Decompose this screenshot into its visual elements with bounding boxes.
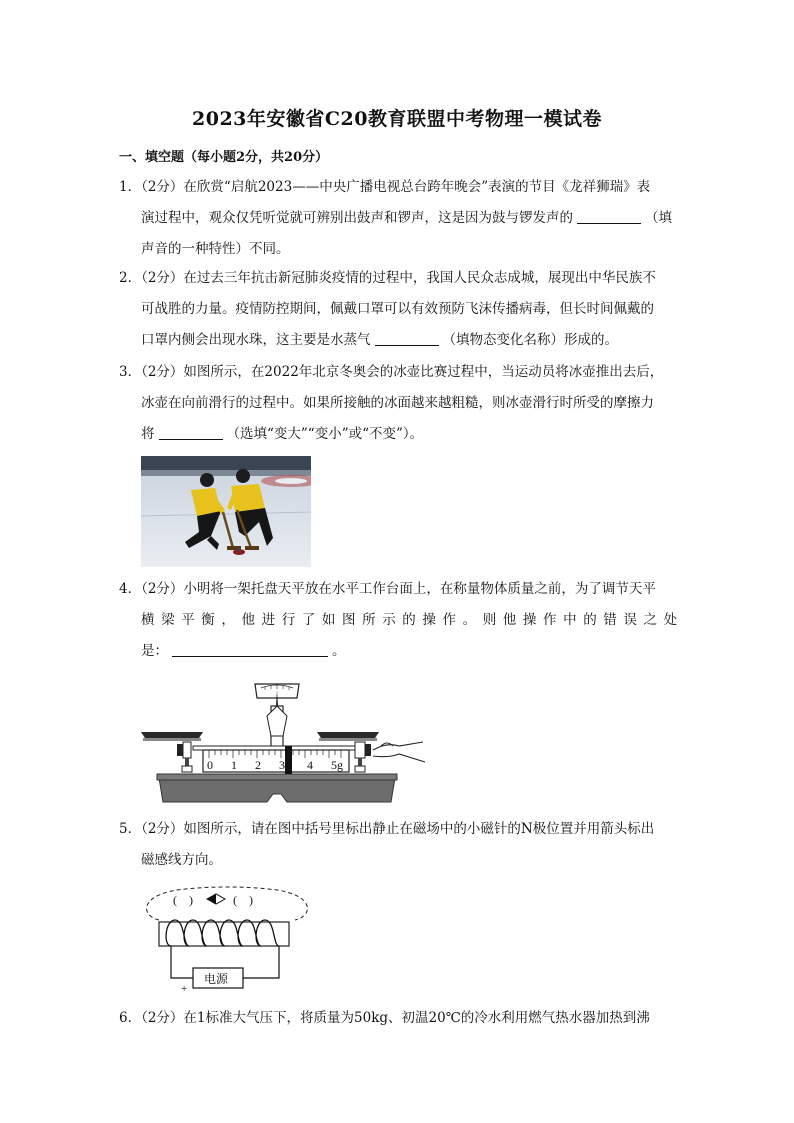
question-number: 4．: [119, 581, 142, 597]
question-1: [119, 172, 674, 265]
answer-blank[interactable]: [375, 331, 439, 346]
solenoid-core: [159, 922, 289, 946]
question-2: [119, 263, 674, 356]
question-text: （2分）如图所示，在2022年北京冬奥会的冰壶比赛过程中，当运动员将冰壶推出去后，: [141, 364, 664, 380]
question-text: 横梁平衡，他进行了如图所示的操作。则他操作中的错误之处: [141, 612, 684, 628]
question-text: （2分）如图所示，请在图中括号里标出静止在磁场中的小磁针的N极位置并用箭头标出: [141, 821, 655, 837]
question-text: 演过程中，观众仅凭听觉就可辨别出鼓声和锣声，这是因为鼓与锣发声的: [141, 210, 573, 226]
scale-label: 5g: [331, 758, 343, 772]
plus-terminal: +: [181, 983, 188, 995]
question-text: 口罩内侧会出现水珠，这主要是水蒸气: [141, 332, 371, 348]
question-text: 可战胜的力量。疫情防控期间，佩戴口罩可以有效预防飞沫传播病毒，但长时间佩戴的: [141, 301, 654, 317]
scale-label: 1: [231, 758, 237, 772]
scale-label: 0: [207, 758, 213, 772]
question-text: （2分）在过去三年抗击新冠肺炎疫情的过程中，我国人民众志成城，展现出中华民族不: [141, 270, 656, 286]
question-text: （填: [645, 210, 672, 226]
question-text: （2分）在欣赏“启航2023——中央广播电视总台跨年晚会”表演的节目《龙祥狮瑞》表: [141, 179, 651, 195]
question-text: 磁感线方向。: [141, 852, 222, 868]
field-line: [147, 887, 308, 920]
question-6: [119, 1003, 674, 1034]
solenoid-svg: [137, 884, 317, 996]
curling-photo: [141, 456, 311, 567]
question-text: 将: [141, 426, 155, 442]
left-bracket[interactable]: ( ): [173, 893, 193, 907]
solenoid-diagram: [137, 884, 317, 996]
question-text: 是：: [141, 643, 168, 659]
question-3: [119, 357, 674, 450]
scale-label: 3: [279, 758, 285, 772]
curling-illustration: [141, 456, 311, 567]
scale-label: 4: [307, 758, 313, 772]
scale-label: 2: [255, 758, 261, 772]
question-number: 6．: [119, 1010, 142, 1026]
question-text: （2分）小明将一架托盘天平放在水平工作台面上，在称量物体质量之前，为了调节天平: [141, 581, 656, 597]
balance-svg: [137, 676, 427, 806]
rider-weight: [285, 746, 292, 774]
answer-blank[interactable]: [172, 642, 328, 657]
right-bracket[interactable]: ( ): [233, 893, 253, 907]
question-text: 。: [332, 643, 346, 659]
section-heading: 一、填空题（每小题2分，共20分）: [119, 150, 329, 165]
question-number: 2．: [119, 270, 142, 286]
balance-diagram: [137, 676, 427, 806]
question-text: （填物态变化名称）形成的。: [442, 332, 618, 348]
page-title: 2023年安徽省C20教育联盟中考物理一模试卷: [192, 108, 602, 130]
answer-blank[interactable]: [159, 425, 223, 440]
question-number: 3．: [119, 364, 142, 380]
question-5: [119, 814, 674, 876]
question-text: （2分）在1标准大气压下，将质量为50kg、初温20℃的冷水利用燃气热水器加热到沸: [141, 1010, 650, 1026]
question-number: 1．: [119, 179, 142, 195]
question-text: （选填“变大”“变小”或“不变”）。: [226, 426, 424, 442]
answer-blank[interactable]: [577, 209, 641, 224]
question-text: 声音的一种特性）不同。: [141, 241, 290, 257]
question-text: 冰壶在向前滑行的过程中。如果所接触的冰面越来越粗糙，则冰壶滑行时所受的摩擦力: [141, 395, 654, 411]
question-number: 5．: [119, 821, 142, 837]
power-label: 电源: [204, 972, 229, 986]
question-4: [119, 574, 684, 667]
